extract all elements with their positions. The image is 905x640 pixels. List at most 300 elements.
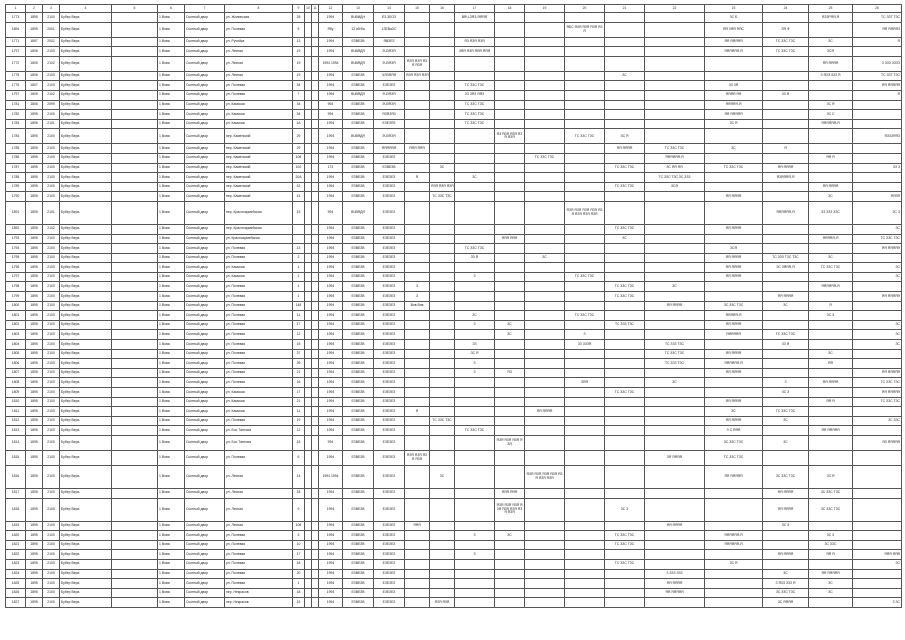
table-cell xyxy=(809,90,853,100)
table-cell xyxy=(405,90,430,100)
table-cell: ТС ЗЗС ТЗС xyxy=(605,559,645,569)
table-cell xyxy=(525,498,565,521)
table-cell xyxy=(312,416,319,426)
table-cell: ЗС xyxy=(809,579,853,589)
table-cell: Я xyxy=(405,407,430,417)
table-cell: 1 Вова xyxy=(158,182,185,192)
table-cell xyxy=(305,90,312,100)
table-cell xyxy=(565,407,605,417)
table-cell: ЗС xyxy=(853,340,902,350)
table-cell: 1 Вова xyxy=(158,37,185,47)
table-cell xyxy=(495,282,525,292)
table-cell: 18 xyxy=(293,588,305,598)
column-header: 9 xyxy=(293,5,305,13)
table-cell: Бубер Вера xyxy=(60,407,112,417)
table-cell xyxy=(430,450,455,465)
table-cell: Бубер Вера xyxy=(60,163,112,173)
table-cell xyxy=(705,173,763,183)
table-cell: ул. Жилинская xyxy=(225,13,293,23)
table-cell: ул. Полевая xyxy=(225,253,293,263)
table-cell xyxy=(405,81,430,91)
table-cell xyxy=(565,234,605,244)
table-cell xyxy=(605,119,645,129)
table-cell: Бубер Вера xyxy=(60,110,112,120)
table-cell xyxy=(455,301,495,311)
table-cell: ЗСЯ xyxy=(809,47,853,57)
table-row xyxy=(6,465,902,488)
table-cell: 1821 xyxy=(6,540,26,550)
table-cell: ЗС xyxy=(853,330,902,340)
table-cell xyxy=(565,540,605,550)
table-cell: 1 Вова xyxy=(158,378,185,388)
table-cell xyxy=(853,426,902,436)
table-cell xyxy=(430,579,455,589)
table-cell xyxy=(305,201,312,224)
table-cell xyxy=(312,272,319,282)
table-cell: ВЧВЯДЯ xyxy=(343,129,374,144)
table-cell xyxy=(565,37,605,47)
table-cell: ТС ЗЗС ТЗС xyxy=(605,540,645,550)
table-cell xyxy=(705,378,763,388)
table-cell: Скотный двор xyxy=(185,22,225,37)
table-cell xyxy=(525,301,565,311)
table-cell: 1895 xyxy=(26,144,43,154)
table-row xyxy=(6,282,902,292)
table-cell: 1784 xyxy=(6,129,26,144)
table-cell xyxy=(112,182,158,192)
table-cell: Скотный двор xyxy=(185,71,225,81)
table-cell: 19 xyxy=(293,71,305,81)
table-cell: 1994 xyxy=(319,81,343,91)
table-cell: ЯЯ ЯЯЯЯ xyxy=(763,163,809,173)
table-cell: ул. Камская xyxy=(225,119,293,129)
table-cell xyxy=(455,450,495,465)
table-cell xyxy=(305,153,312,163)
table-cell: Бубер Вера xyxy=(60,71,112,81)
table-cell: ЗС xyxy=(853,263,902,273)
table-cell xyxy=(305,397,312,407)
table-cell: ЗС xyxy=(455,311,495,321)
table-cell xyxy=(645,100,705,110)
table-cell: ЕЗВЕЗВ xyxy=(343,450,374,465)
table-cell: 1895 xyxy=(26,22,43,37)
table-cell: ТС ЗЗС ТЗС ЗС ЗЗЗ xyxy=(645,173,705,183)
table-cell: 1773 xyxy=(6,13,26,23)
table-cell xyxy=(605,598,645,608)
table-cell: Бубер Вера xyxy=(60,397,112,407)
table-cell xyxy=(112,320,158,330)
table-cell xyxy=(305,292,312,302)
table-cell: ЕЗВЕЗВ xyxy=(343,378,374,388)
table-cell: 1817 xyxy=(6,488,26,498)
table-cell: ЯЯ ЯЯЯЯ xyxy=(645,521,705,531)
table-cell xyxy=(455,435,495,450)
table-cell xyxy=(312,540,319,550)
table-row xyxy=(6,426,902,436)
table-cell: 1 Вова xyxy=(158,330,185,340)
table-cell xyxy=(705,521,763,531)
column-header: 25 xyxy=(809,5,853,13)
table-cell xyxy=(430,282,455,292)
table-cell xyxy=(305,320,312,330)
table-cell: ЗС xyxy=(853,224,902,234)
table-cell: Скотный двор xyxy=(185,182,225,192)
table-cell: ЯЗЯ ЯЗЯ ЯЗЯ ЯЗЯ ЯЗЯ ЯЗЯ ЯЗЯ ЯЗЯ xyxy=(495,498,525,521)
table-row xyxy=(6,253,902,263)
table-cell: 1 Вова xyxy=(158,263,185,273)
table-cell xyxy=(525,144,565,154)
table-cell: 1808 xyxy=(6,378,26,388)
table-cell: 42 xyxy=(293,182,305,192)
table-cell xyxy=(405,244,430,254)
table-cell xyxy=(112,100,158,110)
table-cell: ЗЗ ЗЯ xyxy=(705,81,763,91)
table-cell xyxy=(455,498,495,521)
table-cell: 1814 xyxy=(6,435,26,450)
table-cell xyxy=(525,244,565,254)
table-cell: ТС ЗЗС ТЗС xyxy=(605,163,645,173)
table-cell: ул. Камская xyxy=(225,263,293,273)
table-cell xyxy=(495,182,525,192)
table-cell xyxy=(430,224,455,234)
table-cell xyxy=(495,540,525,550)
table-cell: 1776 xyxy=(6,81,26,91)
table-cell: ЕЗВЕЗВ xyxy=(343,598,374,608)
table-cell xyxy=(305,531,312,541)
table-cell: ЯЗ ЯЗЯ ЯЗЯ xyxy=(455,37,495,47)
table-cell xyxy=(565,182,605,192)
table-cell xyxy=(565,301,605,311)
table-cell: 1788 xyxy=(6,173,26,183)
table-cell xyxy=(112,47,158,57)
table-cell xyxy=(405,100,430,110)
table-cell: 1 Вова xyxy=(158,521,185,531)
table-cell: З ЗЗЗ ЗЗЗЗ xyxy=(853,56,902,71)
table-cell: ул. Камская xyxy=(225,100,293,110)
table-cell xyxy=(495,224,525,234)
table-cell xyxy=(705,488,763,498)
table-cell xyxy=(405,588,430,598)
table-row xyxy=(6,81,902,91)
table-cell: 1796 xyxy=(6,263,26,273)
table-cell xyxy=(305,263,312,273)
table-cell: ТС ЗЗТ ТЗС xyxy=(853,13,902,23)
table-cell: Скотный двор xyxy=(185,192,225,202)
table-cell: ЗЯЯ ЯЗЯ ЯЯЯ ЯЯЯ xyxy=(455,47,495,57)
table-cell: 1994 xyxy=(319,340,343,350)
table-cell: ЗС xyxy=(525,253,565,263)
table-cell xyxy=(305,56,312,71)
table-cell: ЗЯ Ф xyxy=(763,22,809,37)
table-cell xyxy=(565,435,605,450)
table-cell: ЗС Я xyxy=(705,119,763,129)
table-cell xyxy=(809,173,853,183)
table-cell xyxy=(565,90,605,100)
table-cell xyxy=(312,498,319,521)
table-cell xyxy=(495,153,525,163)
table-cell xyxy=(305,426,312,436)
table-cell: Бубер Вера xyxy=(60,416,112,426)
table-cell: 1994 xyxy=(319,598,343,608)
table-cell: 1994 xyxy=(319,173,343,183)
table-cell: 37 xyxy=(293,349,305,359)
table-cell: ЕЗВЕЗВ xyxy=(343,224,374,234)
table-row xyxy=(6,182,902,192)
table-cell: ЗС xyxy=(809,253,853,263)
table-cell: 1 xyxy=(293,579,305,589)
table-cell: 994 xyxy=(319,100,343,110)
table-cell xyxy=(405,340,430,350)
table-cell: 1895 xyxy=(26,340,43,350)
table-cell xyxy=(605,397,645,407)
table-cell: ул. Полевая xyxy=(225,569,293,579)
table-cell: 1824 xyxy=(6,569,26,579)
table-cell xyxy=(312,244,319,254)
table-cell: ЯЯ ЯЯЯЯ xyxy=(705,397,763,407)
table-cell xyxy=(312,37,319,47)
table-cell: 1994 xyxy=(319,182,343,192)
table-cell: 1994 xyxy=(319,330,343,340)
table-cell: ЯЯЯЯЯ-Я xyxy=(705,311,763,321)
table-cell xyxy=(645,37,705,47)
table-cell xyxy=(405,397,430,407)
table-cell xyxy=(525,320,565,330)
table-cell xyxy=(705,56,763,71)
spreadsheet-sheet xyxy=(5,4,901,632)
table-cell xyxy=(565,531,605,541)
table-cell xyxy=(809,22,853,37)
table-cell xyxy=(809,521,853,531)
table-cell xyxy=(430,13,455,23)
table-cell: Бубер Вера xyxy=(60,569,112,579)
table-cell xyxy=(705,292,763,302)
table-cell xyxy=(763,540,809,550)
table-cell: ВЧВЯДЯ xyxy=(343,90,374,100)
table-cell xyxy=(565,144,605,154)
table-cell: ул. Полевая xyxy=(225,282,293,292)
table-cell xyxy=(645,426,705,436)
table-cell: 1 Вова xyxy=(158,234,185,244)
table-cell: 1802 xyxy=(6,320,26,330)
table-cell: ЗС xyxy=(430,163,455,173)
table-cell xyxy=(495,359,525,369)
table-cell xyxy=(430,292,455,302)
table-cell: 15 xyxy=(293,598,305,608)
table-cell xyxy=(645,388,705,398)
table-cell: ЯЯ Я xyxy=(809,153,853,163)
table-cell xyxy=(853,579,902,589)
table-cell: 1895 xyxy=(26,531,43,541)
table-cell: 2100 xyxy=(43,531,60,541)
table-cell: Скотный двор xyxy=(185,498,225,521)
table-cell xyxy=(455,144,495,154)
table-cell xyxy=(525,450,565,465)
table-cell: 2100 xyxy=(43,378,60,388)
table-cell: Бубер Вера xyxy=(60,588,112,598)
table-cell xyxy=(455,559,495,569)
table-cell xyxy=(430,320,455,330)
table-cell: ЗЯ ЯЯЯЯ xyxy=(645,450,705,465)
table-cell: 3 xyxy=(293,531,305,541)
table-cell xyxy=(525,416,565,426)
table-cell: 1895 xyxy=(26,244,43,254)
table-cell: 1820 xyxy=(6,531,26,541)
table-cell xyxy=(495,192,525,202)
table-cell: Скотный двор xyxy=(185,129,225,144)
table-cell: ТС ЗЗС ТЗС xyxy=(705,450,763,465)
table-cell: ЗС xyxy=(853,320,902,330)
table-cell xyxy=(312,282,319,292)
table-cell: ЯЯ ЯЯЯЯ xyxy=(645,579,705,589)
table-cell xyxy=(430,22,455,37)
table-cell: 1994 xyxy=(319,90,343,100)
table-cell: 1895 xyxy=(26,569,43,579)
table-cell xyxy=(525,488,565,498)
table-cell xyxy=(430,37,455,47)
table-cell: 2100 xyxy=(43,173,60,183)
table-cell xyxy=(405,13,430,23)
table-cell: 29 xyxy=(293,129,305,144)
table-cell: Бубер Вера xyxy=(60,349,112,359)
table-cell: 1807 xyxy=(6,368,26,378)
table-cell xyxy=(605,368,645,378)
table-cell xyxy=(112,173,158,183)
table-cell xyxy=(312,559,319,569)
table-cell: 1895 xyxy=(26,488,43,498)
table-cell: Скотный двор xyxy=(185,378,225,388)
table-cell: ЗЗ ЗЗЗЯ xyxy=(565,340,605,350)
table-cell: 15 xyxy=(293,340,305,350)
table-cell: ЕЗЕЗЕЗ xyxy=(374,407,405,417)
table-cell: 1806 xyxy=(26,100,43,110)
table-cell xyxy=(312,550,319,560)
table-cell xyxy=(455,588,495,598)
table-cell xyxy=(112,498,158,521)
table-cell: 19 xyxy=(293,416,305,426)
table-cell xyxy=(455,540,495,550)
table-cell xyxy=(305,359,312,369)
table-cell: 1895 xyxy=(26,292,43,302)
table-cell: Скотный двор xyxy=(185,13,225,23)
table-cell: ул. Полевая xyxy=(225,540,293,550)
table-cell: Бубер Вера xyxy=(60,559,112,569)
table-cell xyxy=(455,71,495,81)
table-cell xyxy=(605,465,645,488)
table-cell: пер. Каменский xyxy=(225,144,293,154)
table-cell xyxy=(305,488,312,498)
table-cell: Скотный двор xyxy=(185,540,225,550)
table-cell: ТС ЗЗС ТЗС xyxy=(430,192,455,202)
table-cell xyxy=(112,244,158,254)
table-cell xyxy=(455,224,495,234)
table-cell: Бубер Вера xyxy=(60,192,112,202)
table-cell: Бубер Вера xyxy=(60,272,112,282)
table-cell xyxy=(112,119,158,129)
table-cell: 102 xyxy=(293,163,305,173)
table-cell xyxy=(112,272,158,282)
table-cell: Скотный двор xyxy=(185,90,225,100)
table-cell: 2001 xyxy=(43,22,60,37)
table-cell xyxy=(605,349,645,359)
table-cell: 1797 xyxy=(6,272,26,282)
table-row xyxy=(6,22,902,37)
table-cell: 1895 xyxy=(26,598,43,608)
table-cell xyxy=(455,153,495,163)
table-cell: 1 Вова xyxy=(158,272,185,282)
column-header: 15 xyxy=(405,5,430,13)
table-cell xyxy=(853,100,902,110)
table-cell: ул. Лесная xyxy=(225,488,293,498)
table-cell: 7 xyxy=(293,90,305,100)
table-cell xyxy=(312,598,319,608)
table-cell xyxy=(763,182,809,192)
table-cell xyxy=(763,282,809,292)
column-header: 21 xyxy=(605,5,645,13)
table-cell xyxy=(455,234,495,244)
table-cell: Скотный двор xyxy=(185,388,225,398)
table-cell: Скотный двор xyxy=(185,56,225,71)
table-cell xyxy=(305,192,312,202)
table-cell: 1 Вова xyxy=(158,359,185,369)
table-cell: ЯЯ xyxy=(809,359,853,369)
table-cell: ТС ЗЗС ТЗС xyxy=(645,144,705,154)
table-cell: ЗС ЗЗС ТЗС xyxy=(763,465,809,488)
table-cell xyxy=(112,407,158,417)
table-cell: 2100 xyxy=(43,498,60,521)
table-cell xyxy=(112,71,158,81)
table-cell xyxy=(605,253,645,263)
table-cell xyxy=(112,282,158,292)
table-row xyxy=(6,531,902,541)
table-row xyxy=(6,201,902,224)
table-cell: Бубер Вера xyxy=(60,201,112,224)
table-cell xyxy=(605,426,645,436)
table-cell: 1786 xyxy=(6,153,26,163)
table-cell: 1А xyxy=(293,119,305,129)
table-cell: Скотный двор xyxy=(185,359,225,369)
table-cell: 1 Вова xyxy=(158,349,185,359)
table-cell: ЯЯ ЯЯЯЯ xyxy=(763,292,809,302)
table-cell xyxy=(405,129,430,144)
table-cell xyxy=(312,292,319,302)
table-cell: 17 xyxy=(293,550,305,560)
table-cell xyxy=(430,90,455,100)
table-cell xyxy=(455,598,495,608)
table-cell: ЯЯ ЯЯЯЯЗ xyxy=(853,22,902,37)
table-row xyxy=(6,311,902,321)
table-cell: ЕЗЕЗЕЗ xyxy=(374,224,405,234)
table-cell xyxy=(565,569,605,579)
table-cell: ТС ЗЗС ТЗС xyxy=(565,311,605,321)
table-cell: 2100 xyxy=(43,579,60,589)
table-cell: ЕЗЕЗЕЗ xyxy=(374,359,405,369)
table-cell: ЯЯЯ ЯЯЯ xyxy=(495,488,525,498)
table-cell: ЕЗЕЗЕЗ xyxy=(374,81,405,91)
table-cell xyxy=(305,272,312,282)
table-cell: ЗС xyxy=(495,531,525,541)
table-cell: ЗС Я xyxy=(605,129,645,144)
table-cell: 21 xyxy=(293,368,305,378)
table-cell: 2100 xyxy=(43,234,60,244)
table-cell: ЕЗЕЗЕЗ xyxy=(374,182,405,192)
table-cell xyxy=(809,450,853,465)
table-cell: 28 xyxy=(293,13,305,23)
table-cell xyxy=(455,579,495,589)
table-cell: Я xyxy=(853,90,902,100)
table-cell xyxy=(645,311,705,321)
table-cell xyxy=(565,163,605,173)
table-cell: 1 Вова xyxy=(158,90,185,100)
